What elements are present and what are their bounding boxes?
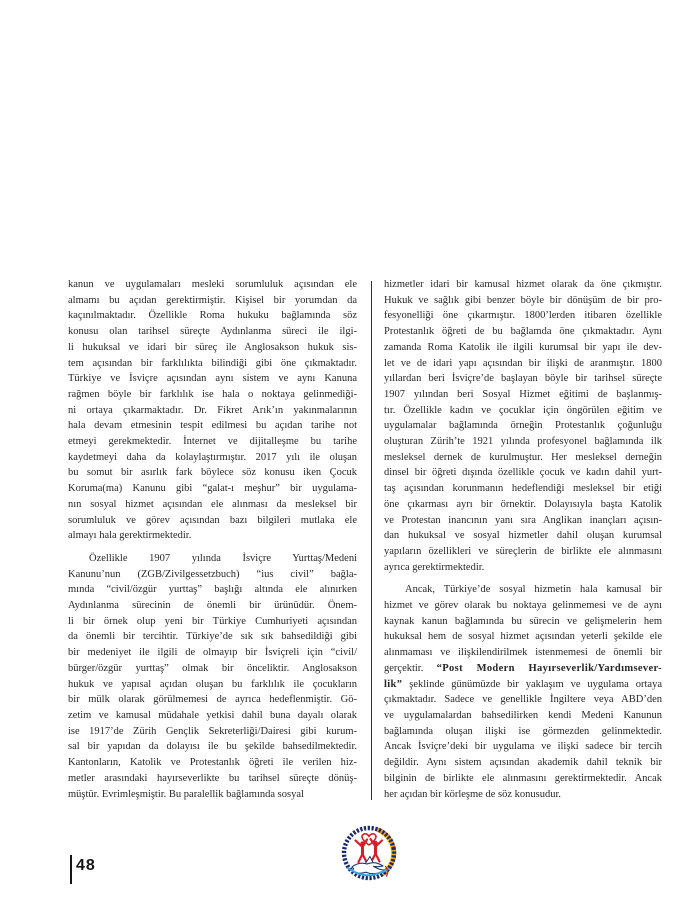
text-line xyxy=(68,708,357,724)
body-text: nın sosyal hizmet açısından ele alınması da mesleksel bir xyxy=(68,498,357,510)
body-text: öne çıkarması ayrı bir örnektir. Dolayısıyla başta Katolik xyxy=(384,498,662,510)
text-line xyxy=(384,308,662,324)
text-line xyxy=(384,645,662,661)
body-text: almayı hala gerektirmektedir. xyxy=(68,530,192,542)
text-line xyxy=(68,356,357,372)
body-text: çıkmaktadır. Sadece ve genellikle İngiltere veya ABD’den xyxy=(384,694,662,706)
body-text: gerçektir. xyxy=(384,662,437,674)
text-line xyxy=(68,677,357,693)
body-text: tem açısından bir farklılıkta bilindiği gibi öne çıkmaktadır. xyxy=(68,357,357,369)
text-line xyxy=(68,387,357,403)
body-text: Kantonların, Katolik ve Protestanlık öğreti ile verilen hiz- xyxy=(68,757,357,769)
body-text: hala devam etmesinin tespit edilmesi bu açıdan tarihe not xyxy=(68,420,357,432)
charity-logo-icon xyxy=(339,825,399,883)
text-line xyxy=(68,277,357,293)
text-line xyxy=(68,598,357,614)
paragraph xyxy=(384,277,662,575)
text-line xyxy=(384,771,662,787)
body-text: ayrıca gerektirmektedir. xyxy=(384,561,485,573)
body-text: hukuk ve yapısal açıdan oluşan bu farklılık ile çocukların xyxy=(68,678,357,690)
text-line xyxy=(68,340,357,356)
text-line xyxy=(384,560,662,576)
text-line xyxy=(384,293,662,309)
text-line xyxy=(68,551,357,567)
body-text: Koruma(ma) Kanunu gibi “galat-ı meşhur” bir uygulama- xyxy=(68,483,357,495)
body-text: Türkiye ve İsviçre açısından aynı sistem ve aynı Kanuna xyxy=(68,373,357,385)
right-text-column xyxy=(384,277,662,802)
body-text: tır. Özellikle kadın ve çocuklar için öngörülen eğitim ve xyxy=(384,404,662,416)
text-line xyxy=(68,755,357,771)
body-text: bağlamında oluşan ilişki ise görmezden gelinmektedir. xyxy=(384,725,662,737)
paragraph xyxy=(384,582,662,802)
body-text: kaydetmeyi daha da kolaylaştırmıştır. 2017 yılı ile oluşan xyxy=(68,451,357,463)
paragraph xyxy=(68,277,357,544)
body-text: müştür. Evrimleşmiştir. Bu paralellik bağlamında sosyal xyxy=(68,788,304,800)
text-line xyxy=(384,277,662,293)
paragraph xyxy=(68,551,357,802)
body-text: şeklinde günümüzde bir yaklaşım ve uygulama ortaya xyxy=(402,678,662,690)
text-line xyxy=(384,371,662,387)
body-text: uygulamalar bağlamında örneğin Protestanlık çoğunluğu xyxy=(384,420,662,432)
text-line xyxy=(384,708,662,724)
text-line xyxy=(68,418,357,434)
body-text: Hukuk ve sağlık gibi benzer böyle bir dönüşüm de bir pro- xyxy=(384,294,662,306)
body-text: kanun ve uygulamaları mesleki sorumluluk açısından ele xyxy=(68,279,357,290)
body-text: 1907 yılından beri Sosyal Hizmet eğitimi de başlanmış- xyxy=(384,388,662,400)
page-number-block xyxy=(70,855,96,884)
text-line xyxy=(68,465,357,481)
body-text: da önemli bir tercihtir. Türkiye’de sık sık bahsedildiği gibi xyxy=(68,631,357,643)
logo-ring-text xyxy=(339,825,398,883)
body-text: metler arasındaki hayırseverlikte bu tarihsel süreçte dönüş- xyxy=(68,772,357,784)
text-line xyxy=(68,450,357,466)
dove-icon xyxy=(352,857,385,874)
text-line xyxy=(384,598,662,614)
body-text: mında “civil/özgür yurttaş” başlığı altında ele alınırken xyxy=(68,584,357,596)
column-divider xyxy=(371,281,372,800)
text-line xyxy=(68,614,357,630)
body-text: bilginin de birlikte ele alınmasını gerektirmektedir. Ancak xyxy=(384,772,662,784)
text-line xyxy=(384,356,662,372)
text-line xyxy=(68,739,357,755)
body-text: sal bir yapıdan da dolayısı ile bu şekilde bahsedilmektedir. xyxy=(68,741,357,753)
text-line xyxy=(68,528,357,544)
body-text: hizmet ve görev olarak bu noktaya gelinmemesi ve de aynı xyxy=(384,600,662,612)
text-line xyxy=(384,497,662,513)
body-text: dan hukuksal ve sosyal hizmetler dahil oluşan kurumsal xyxy=(384,530,662,542)
text-line xyxy=(384,465,662,481)
text-line xyxy=(384,434,662,450)
text-line xyxy=(68,513,357,529)
body-text: bir medeniyet ile ilgili de olmayıp bir İsviçreli için “civil/ xyxy=(68,647,357,659)
publisher-logo xyxy=(339,825,399,883)
text-line xyxy=(384,340,662,356)
body-text: zetim ve kamusal müdahale yetkisi dahil buna dayalı olarak xyxy=(68,709,357,721)
body-text: Protestanlık öğreti de bu bağlamda öne çıkmaktadır. Aynı xyxy=(384,326,662,338)
text-line xyxy=(384,403,662,419)
text-line xyxy=(384,677,662,693)
person-icon-left xyxy=(356,840,368,863)
body-text: bürger/özgür yurttaş” olmak bir önceliktir. Anglosakson xyxy=(68,662,357,674)
body-text: li hukuksal ve idari bir süreç ile Anglosakson hukuk sis- xyxy=(68,341,357,353)
text-line xyxy=(68,403,357,419)
body-text: kaçınılmaktadır. Özellikle Roma hukuku bağlamında söz xyxy=(68,310,357,322)
text-line xyxy=(68,293,357,309)
body-text: ve Protestan inancının yanı sıra Anglikan inançları açısın- xyxy=(384,514,662,526)
body-text: Aydınlanma sürecinin de önemli bir ürünüdür. Önem- xyxy=(68,600,357,612)
body-text: bir mülk olarak görülmemesi de ayrıca hedeflenmiştir. Gö- xyxy=(68,694,357,706)
text-line xyxy=(68,724,357,740)
bold-text: lik” xyxy=(384,678,403,690)
body-text: ve uygulamalardan bahsedilirken kendi Medeni Kanunun xyxy=(384,709,662,721)
text-line xyxy=(384,739,662,755)
text-line xyxy=(384,450,662,466)
person-icon-right xyxy=(371,839,383,862)
body-text: alınmaması ve ilişkilendirilmek istenmemesi de önemli bir xyxy=(384,647,662,659)
text-line xyxy=(68,787,357,803)
text-line xyxy=(68,371,357,387)
body-text: rağmen böyle bir farklılık ise hala o noktaya gelinmediği- xyxy=(68,388,357,400)
body-text: dinsel bir öğreti dışında özellikle çocuk ve kadın dahil yurt- xyxy=(384,467,662,479)
text-line xyxy=(68,645,357,661)
body-text: mesleksel dernek de kurulmuştur. Her mesleksel derneğin xyxy=(384,451,662,463)
text-line xyxy=(384,324,662,340)
body-text: yıllardan beri İsviçre’de başlayan böyle bir tarihsel süreçte xyxy=(384,373,662,385)
body-text: ise 1917’de Zürih Gençlik Sekreterliği/Dairesi gibi kurum- xyxy=(68,725,357,737)
text-line xyxy=(68,481,357,497)
text-line xyxy=(384,528,662,544)
body-text: sorumluluk ve görev açısından bazı bilgileri mutlaka ele xyxy=(68,514,357,526)
text-line xyxy=(68,497,357,513)
body-text: almamı bu açıdan gerektirmiştir. Kişisel bir yorumdan da xyxy=(68,294,357,306)
body-text: konusu olan tarihsel süreçte Aydınlanma süreci ile ilgi- xyxy=(68,326,357,338)
body-text: oluşturan Zürih’te 1921 yılında profesyonel bağlamında ilk xyxy=(384,436,662,448)
text-line xyxy=(384,692,662,708)
text-line xyxy=(68,567,357,583)
left-text-column xyxy=(68,277,357,802)
text-line xyxy=(384,544,662,560)
body-text: li bir örnek olup yeni bir Türkiye Cumhuriyeti açısından xyxy=(68,615,357,627)
body-text: zamanda Roma Katolik ile ilgili kurumsal bir yapı ile dev- xyxy=(384,341,662,353)
text-line xyxy=(68,771,357,787)
text-line xyxy=(68,661,357,677)
page-number: 48 xyxy=(76,857,96,874)
body-text: ni ortaya çıkarmaktadır. Dr. Fikret Arık’ın yakınmalarının xyxy=(68,404,357,416)
body-text: Ancak, Türkiye’de sosyal hizmetin hala kamusal bir xyxy=(405,584,662,596)
body-text: etmeyi gerekmektedir. İnternet ve dijitalleşme bu tarihe xyxy=(68,436,357,448)
text-line xyxy=(68,434,357,450)
body-text: let ve de idari yapı açısından bir ilişki de aranmıştır. 1800 xyxy=(384,357,662,369)
text-line xyxy=(68,582,357,598)
body-text: yapıların özellikleri ve süreçlerin de birlikte ele alınmasını xyxy=(384,545,662,557)
text-line xyxy=(384,724,662,740)
body-text: her açıdan bir körleşme de söz konusudur. xyxy=(384,788,561,800)
body-text: Ancak İsviçre’deki bir uygulama ve ilişki sadece bir tercih xyxy=(384,741,662,753)
body-text: bu somut bir asırlık fark böylece söz konusu iken Çocuk xyxy=(68,467,357,479)
text-line xyxy=(68,324,357,340)
text-line xyxy=(68,692,357,708)
body-text: taş açısından korunmanın hedeflendiği mesleksel bir etiği xyxy=(384,483,662,495)
text-line xyxy=(384,614,662,630)
body-text: değildir. Aynı sistem açısından akademik dahil teknik bir xyxy=(384,757,662,769)
text-line xyxy=(384,629,662,645)
text-line xyxy=(384,755,662,771)
text-line xyxy=(68,308,357,324)
text-line xyxy=(384,661,662,677)
text-line xyxy=(384,787,662,803)
bold-text: “Post Modern Hayırseverlik/Yardımsever- xyxy=(436,662,663,674)
text-line xyxy=(384,387,662,403)
body-text: hukuksal hem de sosyal hizmet açısından yeterli şekilde ele xyxy=(384,631,662,643)
body-text: Özellikle 1907 yılında İsviçre Yurttaş/Medeni xyxy=(89,552,357,564)
text-line xyxy=(68,629,357,645)
text-line xyxy=(384,481,662,497)
body-text: kaynak kanun bağlamında bu sürecin ve gelişmelerin hem xyxy=(384,615,662,627)
body-text: hizmetler idari bir kamusal hizmet olarak da öne çıkmıştır. xyxy=(384,279,662,290)
text-line xyxy=(384,418,662,434)
body-text: fesyonelliği öne çıkarmıştır. 1800’lerden itibaren özellikle xyxy=(384,310,662,322)
text-line xyxy=(384,513,662,529)
text-line xyxy=(384,582,662,598)
body-text: Kanunu’nun (ZGB/Zivilgessetzbuch) “ius civil” bağla- xyxy=(68,568,357,580)
